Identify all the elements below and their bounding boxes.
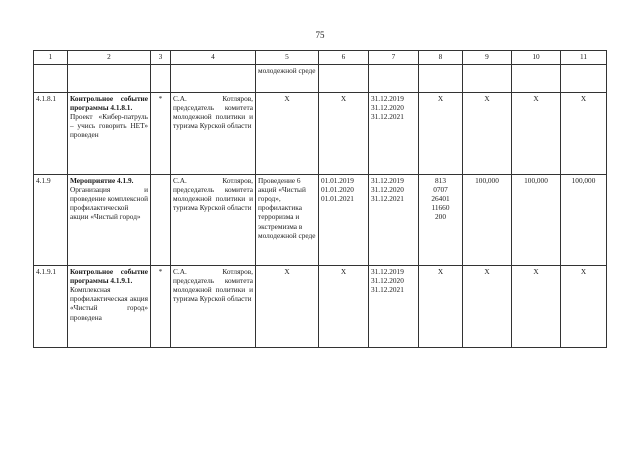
column-header: 4 — [171, 51, 256, 65]
row-budget-code — [419, 175, 463, 266]
date-value: 31.12.2020 — [371, 185, 404, 195]
table-cell — [463, 65, 512, 93]
table-cell — [369, 65, 419, 93]
row-responsible: С.А. Котляров, председатель комитета молодежной политики и туризма Курской области — [171, 266, 256, 348]
row-start-date: Х — [319, 266, 369, 348]
date-value: 31.12.2020 — [371, 103, 404, 113]
column-header: 10 — [512, 51, 561, 65]
row-amount-2020: Х — [512, 266, 561, 348]
row-description — [68, 266, 151, 348]
table-cell — [512, 65, 561, 93]
code-part: 813 — [435, 176, 446, 185]
table-cell — [319, 65, 369, 93]
row-result: Х — [256, 93, 319, 175]
row-budget-code: Х — [419, 93, 463, 175]
row-mark — [151, 175, 171, 266]
code-part: 26401 — [431, 194, 450, 204]
row-end-dates — [369, 266, 419, 348]
row-description — [68, 175, 151, 266]
code-part: 200 — [435, 212, 446, 222]
page-number: 75 — [315, 30, 325, 40]
column-header: 3 — [151, 51, 171, 65]
row-end-dates — [369, 93, 419, 175]
column-header: 11 — [561, 51, 607, 65]
column-header: 7 — [369, 51, 419, 65]
row-number: 4.1.8.1 — [34, 93, 68, 175]
row-title: Мероприятие 4.1.9. — [70, 176, 134, 185]
table-cell — [419, 65, 463, 93]
program-table — [33, 50, 607, 348]
row-amount-2020: 100,000 — [512, 175, 561, 266]
row-title: Контрольное событие программы 4.1.8.1. — [70, 94, 148, 113]
table-cell — [151, 65, 171, 93]
table-cell — [171, 65, 256, 93]
row-end-dates — [369, 175, 419, 266]
date-value: 31.12.2019 — [371, 267, 404, 276]
row-start-date: Х — [319, 93, 369, 175]
table-row — [34, 93, 607, 175]
row-amount-2019: 100,000 — [463, 175, 512, 266]
row-title: Контрольное событие программы 4.1.9.1. — [70, 267, 148, 286]
date-value: 31.12.2020 — [371, 276, 404, 286]
column-header: 8 — [419, 51, 463, 65]
row-text: Организация и проведение комплексной профилактической акции «Чистый город» — [70, 185, 148, 222]
table-cell — [561, 65, 607, 93]
table-cell — [34, 65, 68, 93]
row-amount-2019: Х — [463, 266, 512, 348]
date-value: 01.01.2019 — [321, 176, 354, 185]
column-header: 5 — [256, 51, 319, 65]
date-value: 01.01.2021 — [321, 194, 354, 204]
column-header: 9 — [463, 51, 512, 65]
code-part: 11660 — [431, 203, 450, 213]
row-text: Комплексная профилактическая акция «Чистый город» проведена — [70, 285, 148, 322]
row-responsible: С.А. Котляров, председатель комитета молодежной политики и туризма Курской области — [171, 175, 256, 266]
table-cell — [68, 65, 151, 93]
row-start-dates — [319, 175, 369, 266]
column-header: 6 — [319, 51, 369, 65]
row-budget-code: Х — [419, 266, 463, 348]
row-amount-2020: Х — [512, 93, 561, 175]
table-row — [34, 266, 607, 348]
row-number: 4.1.9.1 — [34, 266, 68, 348]
column-header: 1 — [34, 51, 68, 65]
row-amount-2021: Х — [561, 93, 607, 175]
column-header: 2 — [68, 51, 151, 65]
row-responsible: С.А. Котляров, председатель комитета молодежной политики и туризма Курской области — [171, 93, 256, 175]
continuation-result-cell: молодежной среде — [256, 65, 319, 93]
date-value: 31.12.2019 — [371, 176, 404, 185]
row-result: Х — [256, 266, 319, 348]
row-result: Проведение 6 акций «Чистый город», профилактика терроризма и экстремизма в молодежной среде — [256, 175, 319, 266]
row-mark: * — [151, 266, 171, 348]
row-description — [68, 93, 151, 175]
row-text: Проект «Кибер-патруль – учись говорить НЕТ» проведен — [70, 112, 148, 140]
row-mark: * — [151, 93, 171, 175]
row-amount-2019: Х — [463, 93, 512, 175]
row-number: 4.1.9 — [34, 175, 68, 266]
row-amount-2021: Х — [561, 266, 607, 348]
header-row — [34, 51, 607, 65]
row-amount-2021: 100,000 — [561, 175, 607, 266]
date-value: 31.12.2021 — [371, 194, 404, 204]
table-row — [34, 175, 607, 266]
date-value: 31.12.2021 — [371, 285, 404, 295]
continuation-row — [34, 65, 607, 93]
date-value: 31.12.2019 — [371, 94, 404, 103]
code-part: 0707 — [433, 185, 448, 195]
date-value: 01.01.2020 — [321, 185, 354, 195]
date-value: 31.12.2021 — [371, 112, 404, 122]
